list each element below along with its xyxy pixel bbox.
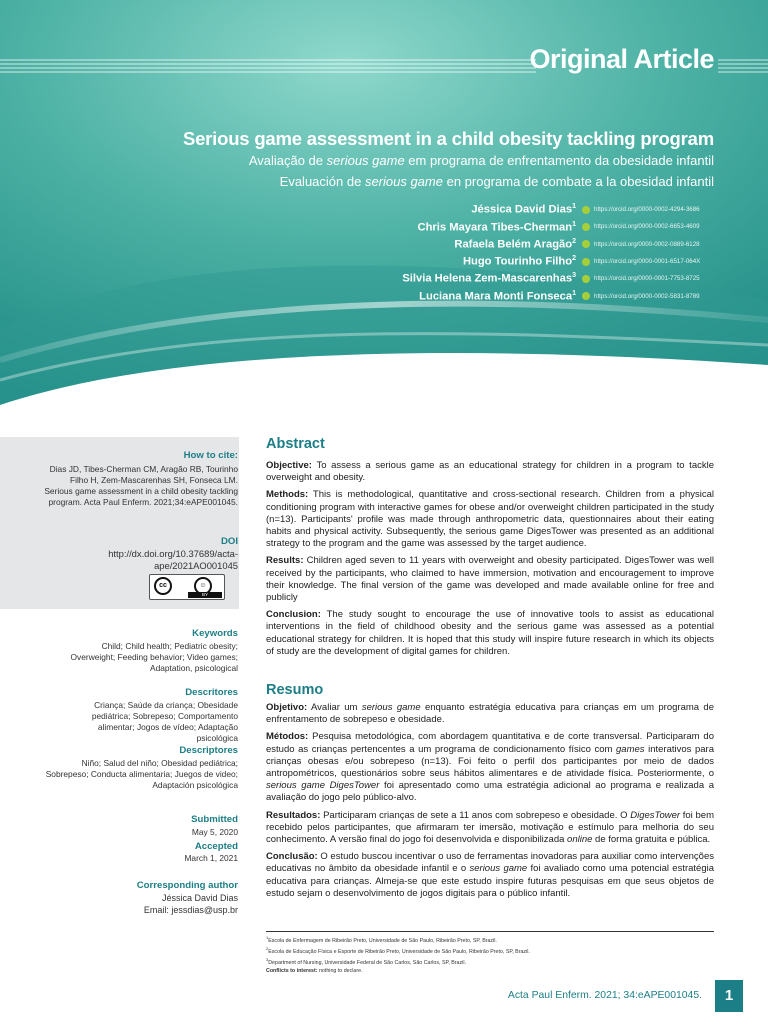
affiliation-3: $^3$Department of Nursing, Universidade Federal de São Carlos, São Carlos, SP, Brazil. [266,957,466,966]
orcid-link[interactable]: https://orcid.org/0000-0002-4294-3686 [594,206,700,214]
accepted-heading: Accepted [194,841,238,852]
article-title-portuguese [249,153,714,168]
page-number: 1 [715,980,743,1012]
article-title-spanish [280,174,714,189]
orcid-icon [582,240,590,248]
author-row [402,236,714,253]
resumo-objetivo: Objetivo: Avaliar um serious game enquanto estratégia educativa para crianças em um programa de enfrentamento de sobrepeso e obesidade. [266,702,714,726]
submitted-heading: Submitted [191,814,238,825]
conflicts-of-interest: Conflicts to interest: nothing to declare. [266,968,363,975]
affiliation-2: $^2$Escola de Educação Física e Esporte de Ribeirão Preto, Universidade de São Paulo, Ribeirão Preto, SP, Brazil. [266,946,530,955]
orcid-icon [582,258,590,266]
journal-citation-footer: Acta Paul Enferm. 2021; 34:eAPE001045. [507,990,702,1001]
affiliation-footnotes [266,934,714,975]
affiliation-1: $^1$Escola de Enfermagem de Ribeirão Preto, Universidade de São Paulo, Ribeirão Preto, SP, Brazil. [266,935,497,944]
how-to-cite-text: Dias JD, Tibes-Cherman CM, Aragão RB, Tourinho Filho H, Zem-Mascarenhas SH, Fonseca LM. Serious game assessment in a child obesity tackling program. Acta Paul Enferm. 2021;34:eAPE001045. [44,464,238,507]
title-pt-part: Avaliação de [248,153,327,168]
corresponding-author-heading: Corresponding author [136,880,238,891]
resumo-metodos: Métodos: Pesquisa metodológica, com abordagem quantitativa e de corte transversal. Participaram do estudo as crianças pertencentes a um programa de condicionamento físico com games interativos para crianças obesas e/ou sobrepeso (n=13). Foi feito o perfil dos participantes por meio de dados antropométricos, questionários sobre seus hábitos alimentares e de atividade física. Posteriormente, o serious game DigesTower foi apresentado como uma estratégia adicional ao programa e realizada a avaliação do jogo pelo público-alvo. [266,731,715,804]
orcid-link[interactable]: https://orcid.org/0000-0001-6517-064X [594,258,701,266]
author-list [402,201,714,305]
abstract-results: Results: Children aged seven to 11 years with overweight and obesity participated. DigesTower was well received by the participants, who claimed to have immersion, motivation and encouragement to improve their knowledge. The final version of the game was developed and made available online for free and publicly [266,555,714,604]
orcid-icon [582,223,590,231]
orcid-icon [582,275,590,283]
orcid-link[interactable]: https://orcid.org/0000-0001-7753-8725 [594,275,700,283]
title-pt-italic: serious game [326,153,405,168]
orcid-link[interactable]: https://orcid.org/0000-0002-6653-4609 [594,223,700,231]
author-name: Luciana Mara Monti Fonseca$^1$ [419,289,576,303]
descriptores-text: Niño; Salud del niño; Obesidad pediátrica; Sobrepeso; Conducta alimentaria; Juegos de video; Adaptación psicológica [45,758,238,790]
orcid-link[interactable]: https://orcid.org/0000-0002-5831-8789 [594,292,700,300]
by-label: BY [188,592,222,598]
corresponding-author-name: Jéssica David Dias [161,893,238,903]
submitted-date: May 5, 2020 [191,827,238,837]
orcid-icon [582,206,590,214]
resumo-body [266,702,714,905]
footnote-divider [266,931,714,932]
author-row [402,253,714,270]
author-name: Hugo Tourinho Filho$^2$ [462,255,576,268]
descritores-heading: Descritores [185,687,238,698]
author-name: Chris Mayara Tibes-Cherman$^1$ [417,220,576,234]
author-row [402,201,714,218]
author-name: Silvia Helena Zem-Mascarenhas$^3$ [402,272,576,286]
title-es-part: Evaluación de [279,174,365,189]
orcid-link[interactable]: https://orcid.org/0000-0002-0889-6128 [594,240,700,248]
resumo-heading: Resumo [266,682,324,698]
abstract-heading: Abstract [266,436,325,452]
article-type-label: Original Article [529,44,714,74]
abstract-methods: Methods: This is methodological, quantitative and cross-sectional research. Children from a physical conditioning program with interactive games for obese and/or overweight children participated in the study (n=13). Participants' profile was made through anthropometric data, questionnaires about their eating habits and physical activity. Subsequently, the serious game DigesTower was presented as an additional strategy to the program and the game was assessed by the target audience. [266,489,714,550]
author-row [402,270,714,287]
cc-by-license-badge[interactable] [149,574,225,600]
resumo-conclusao: Conclusão: O estudo buscou incentivar o uso de ferramentas inovadoras para auxiliar como intervenções educativas no âmbito da obesidade infantil e o serious game foi avaliado como uma potencial estratégia educativa para crianças. Almeja-se que este estudo inspire futuras pesquisas em que seus objetos de estudo sejam o desenvolvimento de jogos digitais para o público infantil. [266,851,715,899]
author-name: Jéssica David Dias$^1$ [471,203,576,217]
doi-heading: DOI [220,536,238,547]
title-es-italic: serious game [364,174,443,189]
corresponding-author-info [0,892,238,916]
article-title-english: Serious game assessment in a child obesity tackling program [182,128,714,149]
author-row [402,218,714,235]
abstract-conclusion: Conclusion: The study sought to encourage the use of innovative tools to assist as educational interventions in the field of childhood obesity and the serious game was assessed as a potential educational strategy for children. It is hoped that this study will inspire future research in which its objects of study are the development of digital games for children. [266,609,714,657]
header-banner [0,0,768,420]
keywords-text: Child; Child health; Pediatric obesity; Overweight; Feeding behavior; Video games; Adaptation, psicological [70,641,238,673]
how-to-cite-heading: How to cite: [183,450,238,461]
cc-icon: cc [154,577,172,595]
title-pt-part: em programa de enfrentamento da obesidade infantil [404,153,714,168]
abstract-objective: Objective: To assess a serious game as an educational strategy for children in a program to tackle overweight and obesity. [266,460,714,484]
resumo-resultados: Resultados: Participaram crianças de sete a 11 anos com sobrepeso e obesidade. O DigesTower foi bem recebido pelos participantes, que afirmaram ter imersão, motivação e estímulo para melhoria do seu conhecimento. A versão final do jogo foi desenvolvida e disponibilizada online de forma gratuita e pública. [266,809,714,846]
descritores-text: Criança; Saúde da criança; Obesidade pediátrica; Sobrepeso; Comportamento alimentar; Jogos de vídeo; Adaptação psicológica [91,700,238,743]
abstract-body [266,460,714,663]
orcid-icon [582,292,590,300]
corresponding-author-email[interactable]: Email: jessdias@usp.br [143,905,238,915]
accepted-date: March 1, 2021 [184,853,238,863]
keywords-heading: Keywords [192,628,238,639]
descriptores-heading: Descriptores [179,745,238,756]
author-name: Rafaela Belém Aragão$^2$ [454,237,576,251]
doi-link[interactable]: http://dx.doi.org/10.37689/acta-ape/2021AO001045 [108,548,238,571]
author-row [402,287,714,304]
title-es-part: en programa de combate a la obesidad infantil [442,174,714,189]
attribution-icon: ☺ [194,577,212,595]
